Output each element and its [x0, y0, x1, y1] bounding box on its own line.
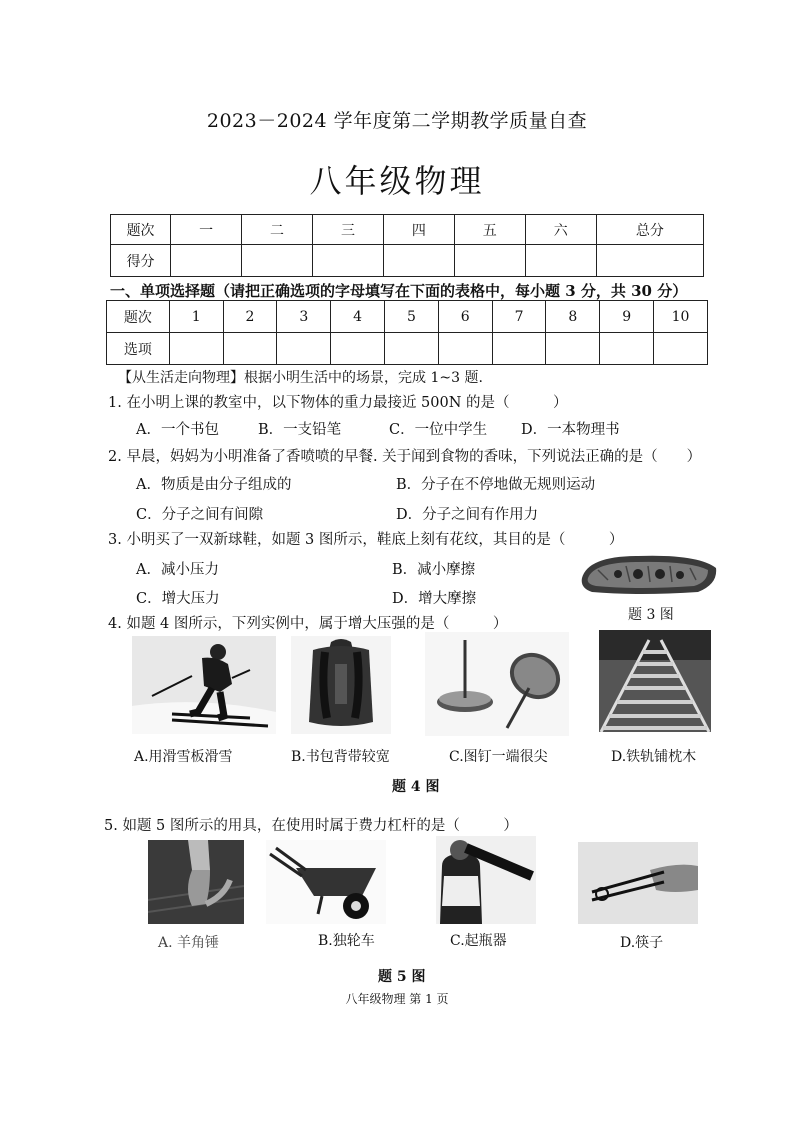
figure-5-caption-c: C.起瓶器 [450, 933, 507, 949]
answer-cell: 9 [600, 301, 654, 333]
thumbtack-image [425, 632, 569, 736]
wheelbarrow-image [266, 840, 386, 924]
score-table [110, 214, 704, 277]
question-4-stem: 4. 如题 4 图所示，下列实例中，属于增大压强的是（ ） [108, 616, 508, 632]
score-table-score-row [111, 245, 704, 277]
score-cell: 一 [171, 215, 242, 245]
score-input-cell[interactable] [383, 245, 454, 277]
exam-title: 八年级物理 [309, 162, 485, 200]
question-3-option-a: A．减小压力 [136, 562, 219, 578]
answer-input-cell[interactable] [546, 333, 600, 365]
answer-cell: 1 [169, 301, 223, 333]
score-cell: 二 [242, 215, 313, 245]
answer-input-cell[interactable] [385, 333, 439, 365]
figure-4-caption-d: D.铁轨铺枕木 [611, 749, 697, 765]
answer-cell: 2 [223, 301, 277, 333]
question-3-option-d: D．增大摩擦 [392, 591, 477, 607]
question-5-stem: 5. 如题 5 图所示的用具，在使用时属于费力杠杆的是（ ） [104, 818, 518, 834]
figure-5-caption-b: B.独轮车 [318, 933, 375, 949]
question-3-stem: 3. 小明买了一双新球鞋，如题 3 图所示，鞋底上刻有花纹，其目的是（ ） [108, 532, 624, 548]
shoe-sole-image [578, 548, 720, 598]
answer-cell: 5 [385, 301, 439, 333]
answer-cell: 7 [492, 301, 546, 333]
answer-input-cell[interactable] [492, 333, 546, 365]
answer-table [106, 300, 708, 365]
question-2-option-c: C．分子之间有间隙 [136, 507, 264, 523]
score-cell: 题次 [111, 215, 171, 245]
backpack-image [291, 636, 391, 734]
score-cell: 得分 [111, 245, 171, 277]
figure-3-caption: 题 3 图 [628, 607, 674, 623]
score-input-cell[interactable] [171, 245, 242, 277]
figure-4-title: 题 4 图 [392, 779, 440, 795]
answer-input-cell[interactable] [169, 333, 223, 365]
question-3-option-c: C．增大压力 [136, 591, 220, 607]
question-2-option-b: B．分子在不停地做无规则运动 [396, 477, 596, 493]
answer-input-cell[interactable] [331, 333, 385, 365]
question-1-option-a: A．一个书包 [136, 422, 219, 438]
figure-5-caption-d: D.筷子 [620, 935, 664, 951]
question-3-option-b: B．减小摩擦 [392, 562, 476, 578]
bottle-opener-image [436, 836, 536, 924]
answer-cell: 10 [654, 301, 708, 333]
question-1-stem: 1. 在小明上课的教室中，以下物体的重力最接近 500N 的是（ ） [108, 395, 568, 411]
figure-4-caption-b: B.书包背带较宽 [291, 749, 390, 765]
score-input-cell[interactable] [312, 245, 383, 277]
section-intro: 【从生活走向物理】根据小明生活中的场景，完成 1~3 题. [118, 370, 483, 386]
answer-table-option-row [107, 333, 708, 365]
section-heading: 一、单项选择题（请把正确选项的字母填写在下面的表格中，每小题 3 分，共 30 分） [110, 282, 688, 300]
answer-cell: 3 [277, 301, 331, 333]
figure-5-title: 题 5 图 [378, 969, 426, 985]
figure-4-caption-a: A.用滑雪板滑雪 [134, 749, 233, 765]
score-input-cell[interactable] [596, 245, 703, 277]
page-footer: 八年级物理 第 1 页 [345, 992, 449, 1006]
score-cell: 总分 [596, 215, 703, 245]
question-1-option-b: B．一支铅笔 [258, 422, 342, 438]
question-2-option-d: D．分子之间有作用力 [396, 507, 539, 523]
chopsticks-image [578, 842, 698, 924]
answer-table-header-row [107, 301, 708, 333]
answer-cell: 选项 [107, 333, 170, 365]
answer-cell: 4 [331, 301, 385, 333]
score-input-cell[interactable] [525, 245, 596, 277]
figure-4-caption-c: C.图钉一端很尖 [449, 749, 548, 765]
score-cell: 四 [383, 215, 454, 245]
score-table-header-row [111, 215, 704, 245]
score-cell: 三 [312, 215, 383, 245]
score-cell: 五 [454, 215, 525, 245]
answer-cell: 8 [546, 301, 600, 333]
answer-input-cell[interactable] [277, 333, 331, 365]
score-input-cell[interactable] [242, 245, 313, 277]
exam-subtitle: 2023－2024 学年度第二学期教学质量自查 [206, 110, 588, 132]
skier-image [132, 636, 276, 734]
score-input-cell[interactable] [454, 245, 525, 277]
claw-hammer-image [148, 840, 244, 924]
answer-input-cell[interactable] [654, 333, 708, 365]
answer-cell: 题次 [107, 301, 170, 333]
railway-sleepers-image [599, 630, 711, 732]
question-1-option-c: C．一位中学生 [389, 422, 488, 438]
question-1-option-d: D．一本物理书 [521, 422, 620, 438]
figure-5-caption-a: A. 羊角锤 [158, 935, 220, 951]
score-cell: 六 [525, 215, 596, 245]
answer-cell: 6 [438, 301, 492, 333]
answer-input-cell[interactable] [223, 333, 277, 365]
question-2-stem: 2. 早晨，妈妈为小明准备了香喷喷的早餐. 关于闻到食物的香味，下列说法正确的是（ ） [108, 449, 702, 465]
answer-input-cell[interactable] [438, 333, 492, 365]
question-2-option-a: A．物质是由分子组成的 [136, 477, 292, 493]
answer-input-cell[interactable] [600, 333, 654, 365]
